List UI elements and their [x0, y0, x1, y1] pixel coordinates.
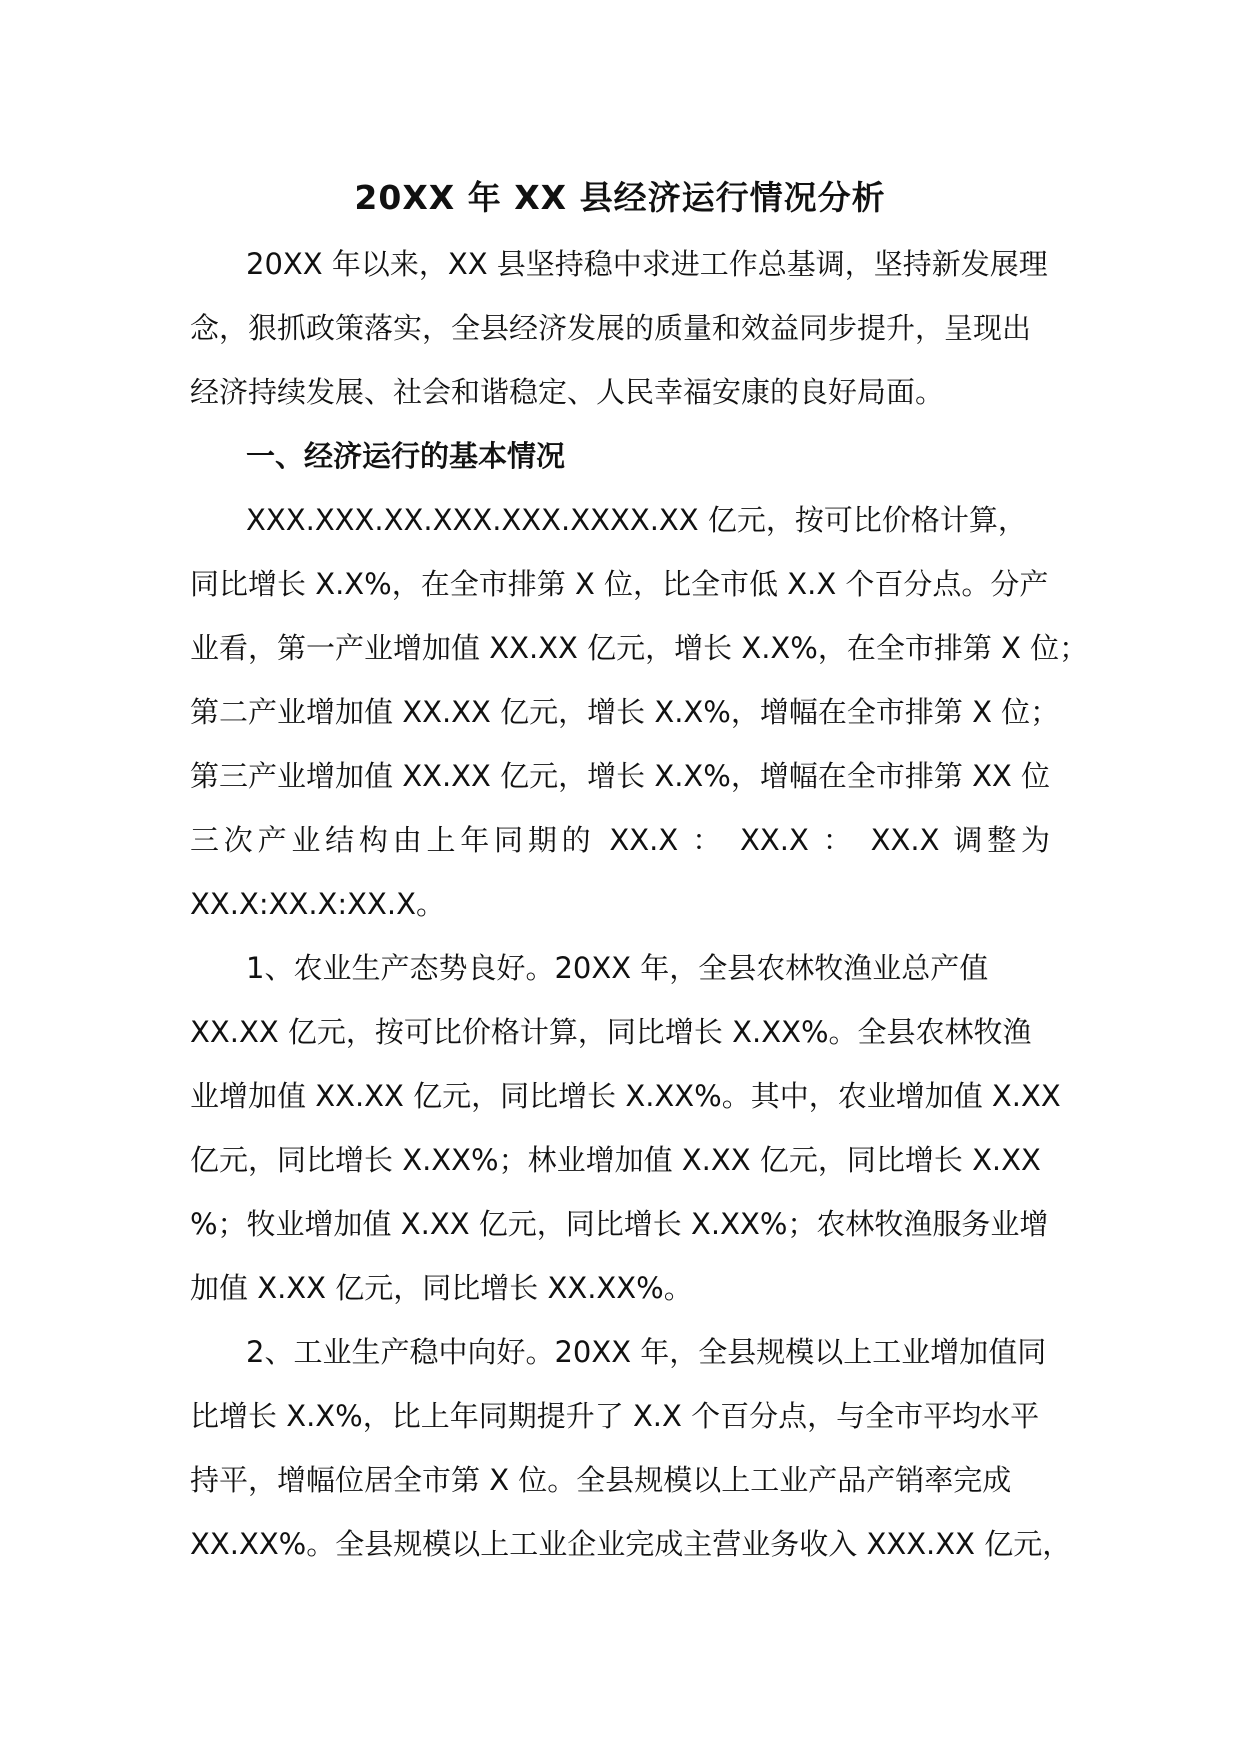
paragraph-line: XX.XX 亿元，按可比价格计算，同比增长 X.XX%。全县农林牧渔 — [190, 1015, 1032, 1049]
paragraph-line: 业看，第一产业增加值 XX.XX 亿元，增长 X.X%，在全市排第 X 位； — [190, 631, 1089, 665]
section-heading: 一、经济运行的基本情况 — [246, 439, 566, 473]
paragraph-line: 加值 X.XX 亿元，同比增长 XX.XX%。 — [190, 1271, 693, 1305]
document-title: 20XX 年 XX 县经济运行情况分析 — [354, 178, 886, 217]
paragraph-line: %；牧业增加值 X.XX 亿元，同比增长 X.XX%；农林牧渔服务业增 — [190, 1207, 1049, 1241]
paragraph-line: 亿元，同比增长 X.XX%；林业增加值 X.XX 亿元，同比增长 X.XX — [190, 1143, 1041, 1177]
paragraph-line: 业增加值 XX.XX 亿元，同比增长 X.XX%。其中，农业增加值 X.XX — [190, 1079, 1061, 1113]
paragraph-line: 经济持续发展、社会和谐稳定、人民幸福安康的良好局面。 — [190, 375, 945, 409]
paragraph-line: 1、农业生产态势良好。20XX 年，全县农林牧渔业总产值 — [246, 951, 989, 985]
paragraph-line: 20XX 年以来，XX 县坚持稳中求进工作总基调，坚持新发展理 — [246, 247, 1048, 281]
paragraph-line: 比增长 X.X%，比上年同期提升了 X.X 个百分点，与全市平均水平 — [190, 1399, 1040, 1433]
paragraph-line: 第二产业增加值 XX.XX 亿元，增长 X.X%，增幅在全市排第 X 位； — [190, 695, 1060, 729]
paragraph-line: 持平，增幅位居全市第 X 位。全县规模以上工业产品产销率完成 — [190, 1463, 1012, 1497]
paragraph-line: XX.XX%。全县规模以上工业企业完成主营业务收入 XXX.XX 亿元， — [190, 1527, 1072, 1561]
paragraph-line: 2、工业生产稳中向好。20XX 年，全县规模以上工业增加值同 — [246, 1335, 1047, 1369]
paragraph-line: XX.X:XX.X:XX.X。 — [190, 887, 445, 921]
paragraph-line: 第三产业增加值 XX.XX 亿元，增长 X.X%，增幅在全市排第 XX 位 — [190, 759, 1051, 793]
paragraph-line: 三次产业结构由上年同期的 XX.X ： XX.X ： XX.X 调整为 — [190, 823, 1050, 857]
paragraph-line: 念，狠抓政策落实，全县经济发展的质量和效益同步提升，呈现出 — [190, 311, 1032, 345]
paragraph-line: XXX.XXX.XX.XXX.XXX.XXXX.XX 亿元，按可比价格计算， — [246, 503, 1027, 537]
paragraph-line: 同比增长 X.X%，在全市排第 X 位，比全市低 X.X 个百分点。分产 — [190, 567, 1049, 601]
